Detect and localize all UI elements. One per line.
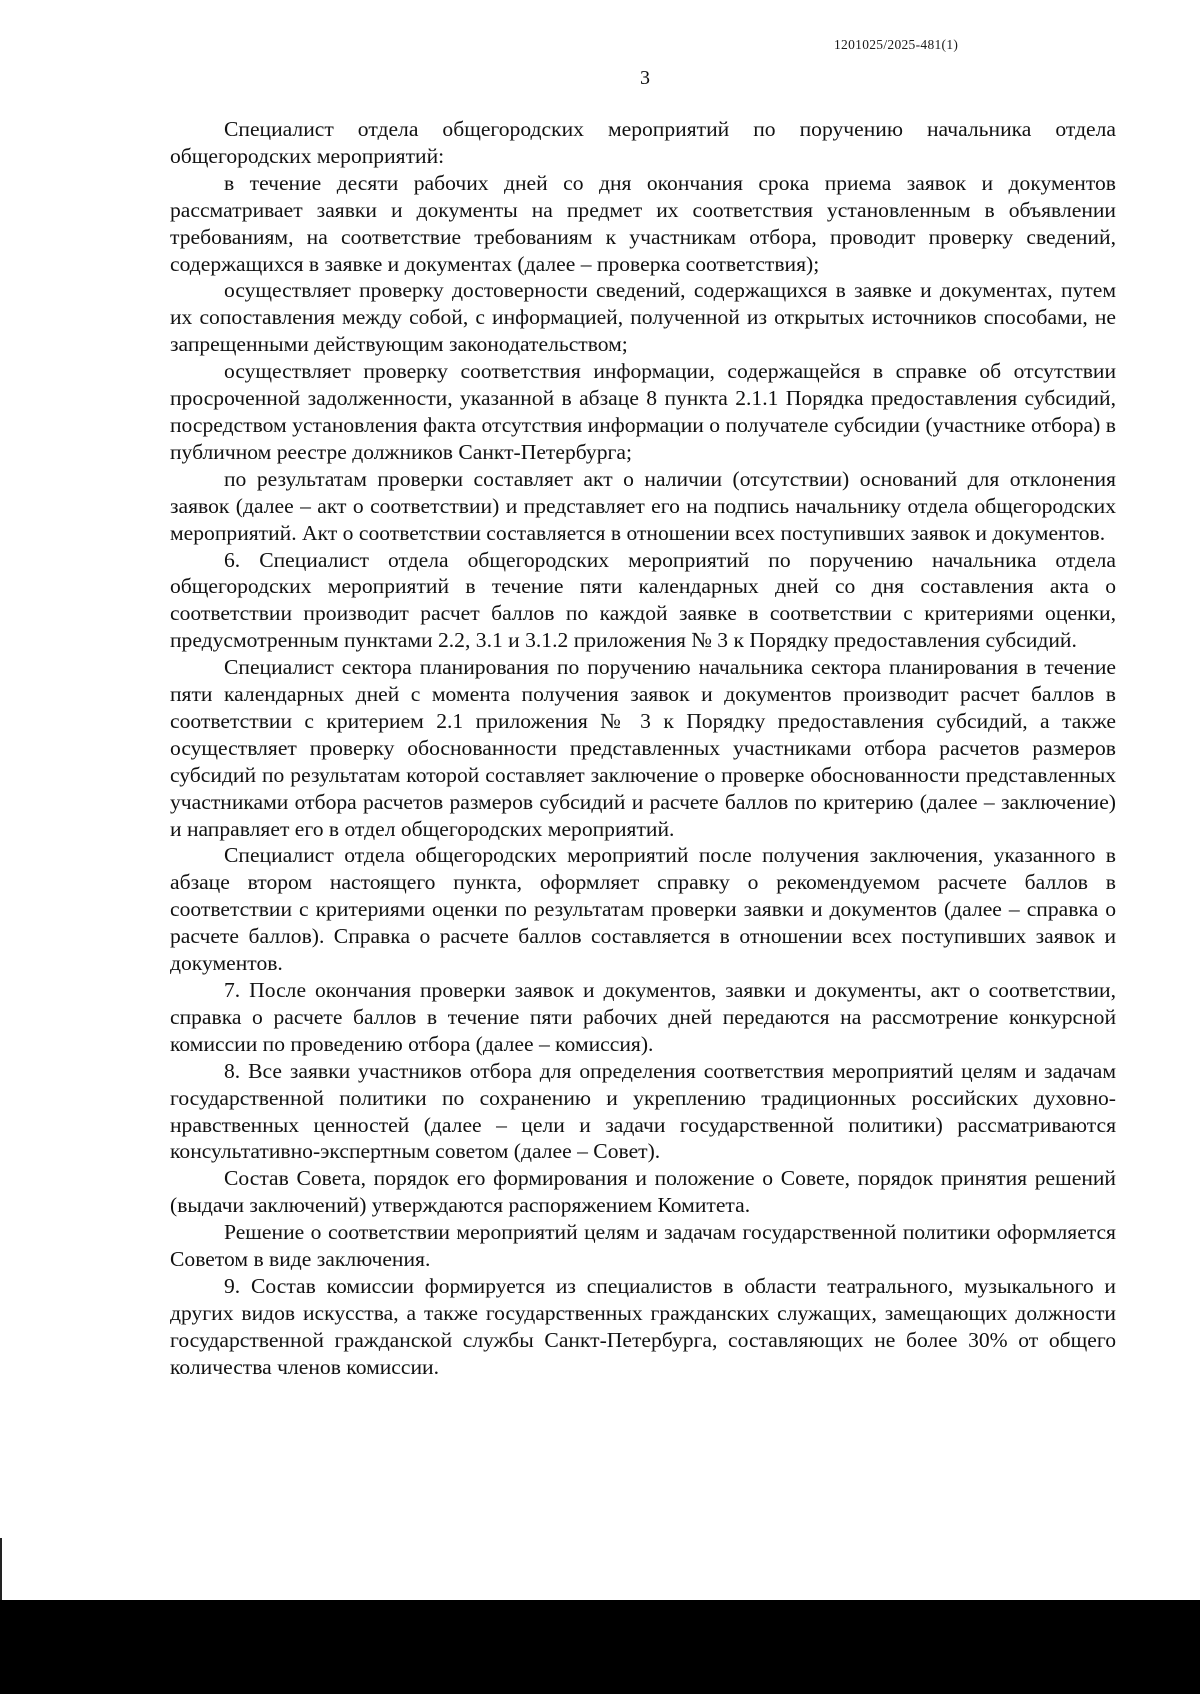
paragraph: Решение о соответствии мероприятий целям и задачам государственной политики оформляется Советом в виде заключения.	[170, 1220, 1116, 1272]
paragraph: 6. Специалист отдела общегородских мероприятий по поручению начальника отдела общегородских мероприятий в течение пяти календарных дней со дня составления акта о соответствии производит расчет баллов по каждой заявке в соответствии с критериями оценки, предусмотренным пунктами 2.2, 3.1 и 3.1.2 приложения № 3 к Порядку предоставления субсидий.	[170, 547, 1116, 653]
paragraph: осуществляет проверку достоверности сведений, содержащихся в заявке и документах, путем их сопоставления между собой, с информацией, полученной из открытых источников способами, не запрещенными действующим законодательством;	[170, 278, 1116, 357]
paragraph: Специалист сектора планирования по поручению начальника сектора планирования в течение пяти календарных дней с момента получения заявок и документов производит расчет баллов в соответствии с критерием 2.1 приложения № 3 к Порядку предоставления субсидий, а также осуществляет проверку обоснованности представленных участниками отбора расчетов размеров субсидий по результатам которой составляет заключение о проверке обоснованности представленных участниками отбора расчетов размеров субсидий и расчете баллов по критерию (далее – заключение) и направляет его в отдел общегородских мероприятий.	[170, 655, 1116, 841]
paragraph: в течение десяти рабочих дней со дня окончания срока приема заявок и документов рассматривает заявки и документы на предмет их соответствия установленным в объявлении требованиям, на соответствие требованиям к участникам отбора, проводит проверку сведений, содержащихся в заявке и документах (далее – проверка соответствия);	[170, 170, 1116, 276]
paragraph: Специалист отдела общегородских мероприятий после получения заключения, указанного в абзаце втором настоящего пункта, оформляет справку о рекомендуемом расчете баллов в соответствии с критериями оценки по результатам проверки заявки и документов (далее – справка о расчете баллов). Справка о расчете баллов составляется в отношении всех поступивших заявок и документов.	[170, 843, 1116, 976]
document-body	[170, 116, 1116, 1381]
page-number: 3	[640, 67, 650, 89]
paragraph: 7. После окончания проверки заявок и документов, заявки и документы, акт о соответствии, справка о расчете баллов в течение пяти рабочих дней передаются на рассмотрение конкурсной комиссии по проведению отбора (далее – комиссия).	[170, 978, 1116, 1056]
paragraph: Специалист отдела общегородских мероприятий по поручению начальника отдела общегородских мероприятий:	[170, 117, 1116, 168]
paragraph: 8. Все заявки участников отбора для определения соответствия мероприятий целям и задачам государственной политики по сохранению и укреплению традиционных российских духовно-нравственных ценностей (далее – цели и задачи государственной политики) рассматриваются консультативно-экспертным советом (далее – Совет).	[170, 1058, 1116, 1164]
document-reference-number: 1201025/2025-481(1)	[834, 37, 959, 52]
paragraph: осуществляет проверку соответствия информации, содержащейся в справке об отсутствии просроченной задолженности, указанной в абзаце 8 пункта 2.1.1 Порядка предоставления субсидий, посредством установления факта отсутствия информации о получателе субсидии (участнике отбора) в публичном реестре должников Санкт-Петербурга;	[170, 359, 1116, 464]
scan-edge-line	[0, 1538, 2, 1600]
paragraph: по результатам проверки составляет акт о наличии (отсутствии) оснований для отклонения заявок (далее – акт о соответствии) и представляет его на подпись начальнику отдела общегородских мероприятий. Акт о соответствии составляется в отношении всех поступивших заявок и документов.	[170, 466, 1116, 545]
scan-bottom-black-bar	[0, 1600, 1200, 1694]
paragraph: 9. Состав комиссии формируется из специалистов в области театрального, музыкального и других видов искусства, а также государственных гражданских служащих, замещающих должности государственной гражданской службы Санкт-Петербурга, составляющих не более 30% от общего количества членов комиссии.	[170, 1273, 1116, 1379]
paragraph: Состав Совета, порядок его формирования и положение о Совете, порядок принятия решений (выдачи заключений) утверждаются распоряжением Комитета.	[170, 1166, 1116, 1218]
